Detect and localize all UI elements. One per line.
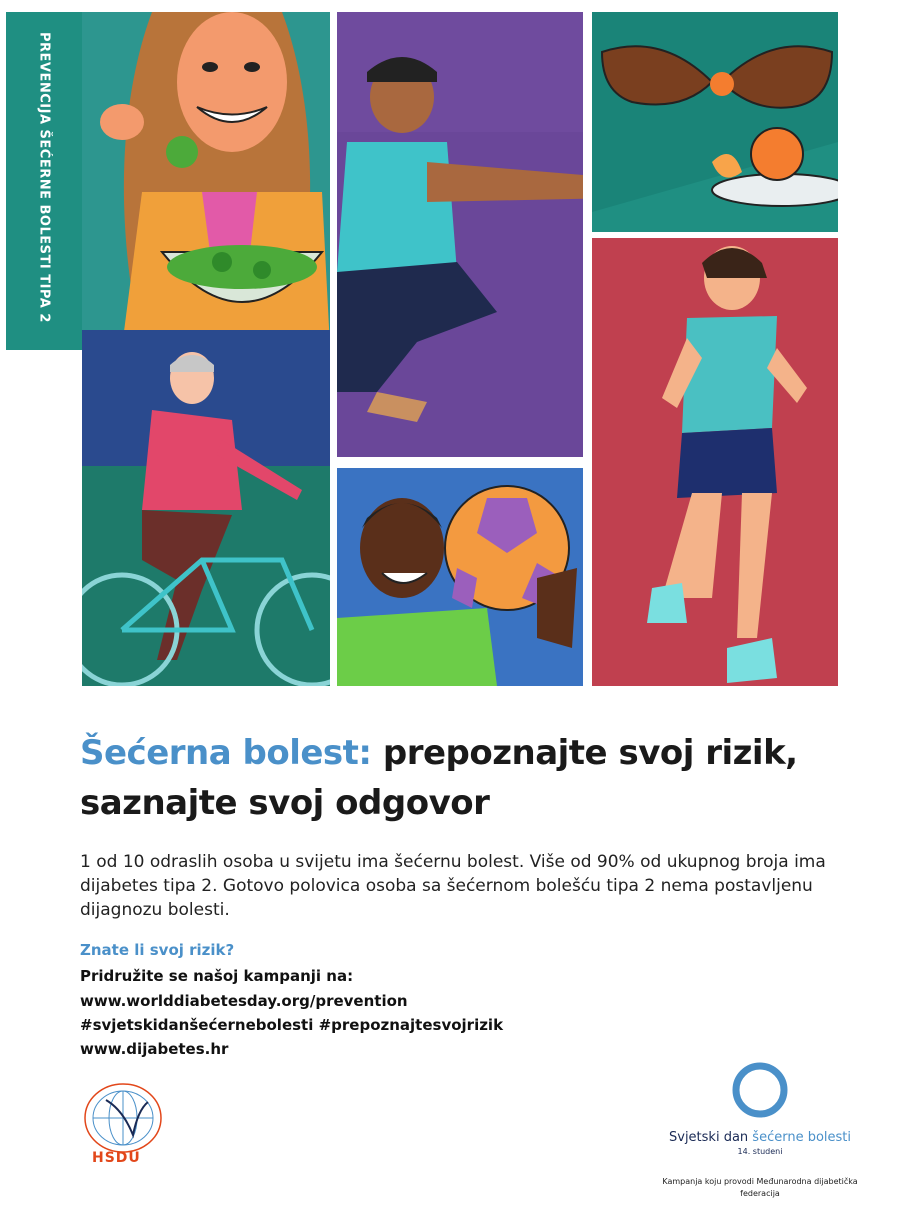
hsdu-logo (78, 1080, 168, 1155)
wdd-caption: Kampanja koju provodi Međunarodna dijabetička federacija (662, 1177, 858, 1198)
body-paragraph: 1 od 10 odraslih osoba u svijetu ima šećernu bolest. Više od 90% od ukupnog broja ima dijabetes tipa 2. Gotovo polovica osoba sa šećernom bolešću tipa 2 nema postavljenu dijagnozu bolesti. (80, 852, 826, 920)
cta-join-text: Pridružite se našoj kampanji na: (80, 967, 354, 985)
side-tab (6, 12, 82, 350)
woman-running-panel (592, 238, 838, 686)
cta-dijabetes-link[interactable]: www.dijabetes.hr (80, 1040, 229, 1058)
headline-accent: Šećerna bolest: (80, 733, 372, 773)
wdd-date: 14. studeni (737, 1147, 783, 1156)
wdd-title-accent: šećerne bolesti (752, 1130, 851, 1145)
woman-running-illustration (592, 238, 838, 686)
man-squatting-panel (337, 12, 583, 457)
man-cycling-panel (82, 330, 330, 686)
woman-eating-salad-illustration (82, 12, 330, 347)
boy-holding-ball-panel (337, 468, 583, 686)
man-squatting-illustration (337, 12, 583, 457)
side-tab-label: PREVENCIJA ŠEĆERNE BOLESTI TIPA 2 (36, 32, 52, 323)
headline-line2: saznajte svoj odgovor (80, 783, 490, 823)
cta-prevention-link[interactable]: www.worlddiabetesday.org/prevention (80, 992, 408, 1010)
man-cycling-illustration (82, 330, 330, 686)
headline (80, 728, 870, 828)
hsdu-globe-icon (78, 1080, 168, 1155)
woman-eating-salad-panel (82, 12, 330, 347)
risk-question: Znate li svoj rizik? (80, 941, 235, 959)
hands-peeling-orange-panel (592, 12, 838, 232)
boy-holding-ball-illustration (337, 468, 583, 686)
wdd-logo (660, 1060, 860, 1200)
hsdu-acronym: HSDU (92, 1150, 141, 1166)
headline-line1: prepoznajte svoj rizik, (371, 733, 798, 773)
cta-hashtags: #svjetskidanšećernebolesti #prepoznajtesvojrizik (80, 1016, 504, 1034)
hands-peeling-orange-illustration (592, 12, 838, 232)
wdd-title-prefix: Svjetski dan (669, 1130, 753, 1145)
blue-circle-icon (730, 1060, 790, 1120)
wdd-title (660, 1130, 860, 1145)
